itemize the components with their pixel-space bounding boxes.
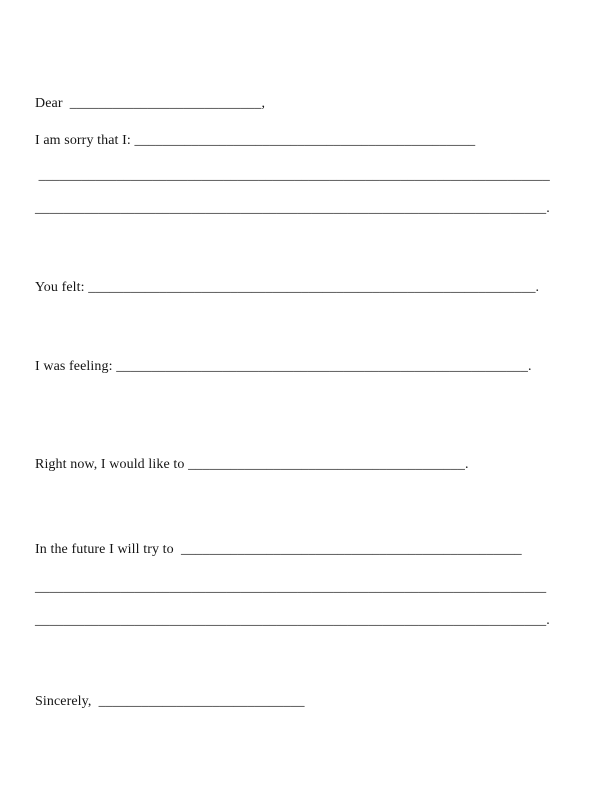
you-felt-line: You felt: _______________________________________________________________. <box>35 280 540 295</box>
sorry-intro-line: I am sorry that I: ________________________________________________ <box>35 133 476 148</box>
sorry-continuation-line-1: ________________________________________________________________________ <box>35 168 550 183</box>
future-intro-line: In the future I will try to ________________________________________________ <box>35 542 522 557</box>
future-continuation-line-2: ________________________________________________________________________. <box>35 613 550 628</box>
i-was-feeling-line: I was feeling: __________________________________________________________. <box>35 359 532 374</box>
signature-line: Sincerely, _____________________________ <box>35 694 305 709</box>
salutation-line: Dear ___________________________, <box>35 96 266 111</box>
future-continuation-line-1: ________________________________________________________________________ <box>35 580 547 595</box>
right-now-line: Right now, I would like to _______________________________________. <box>35 457 469 472</box>
sorry-continuation-line-2: ________________________________________________________________________. <box>35 201 550 216</box>
